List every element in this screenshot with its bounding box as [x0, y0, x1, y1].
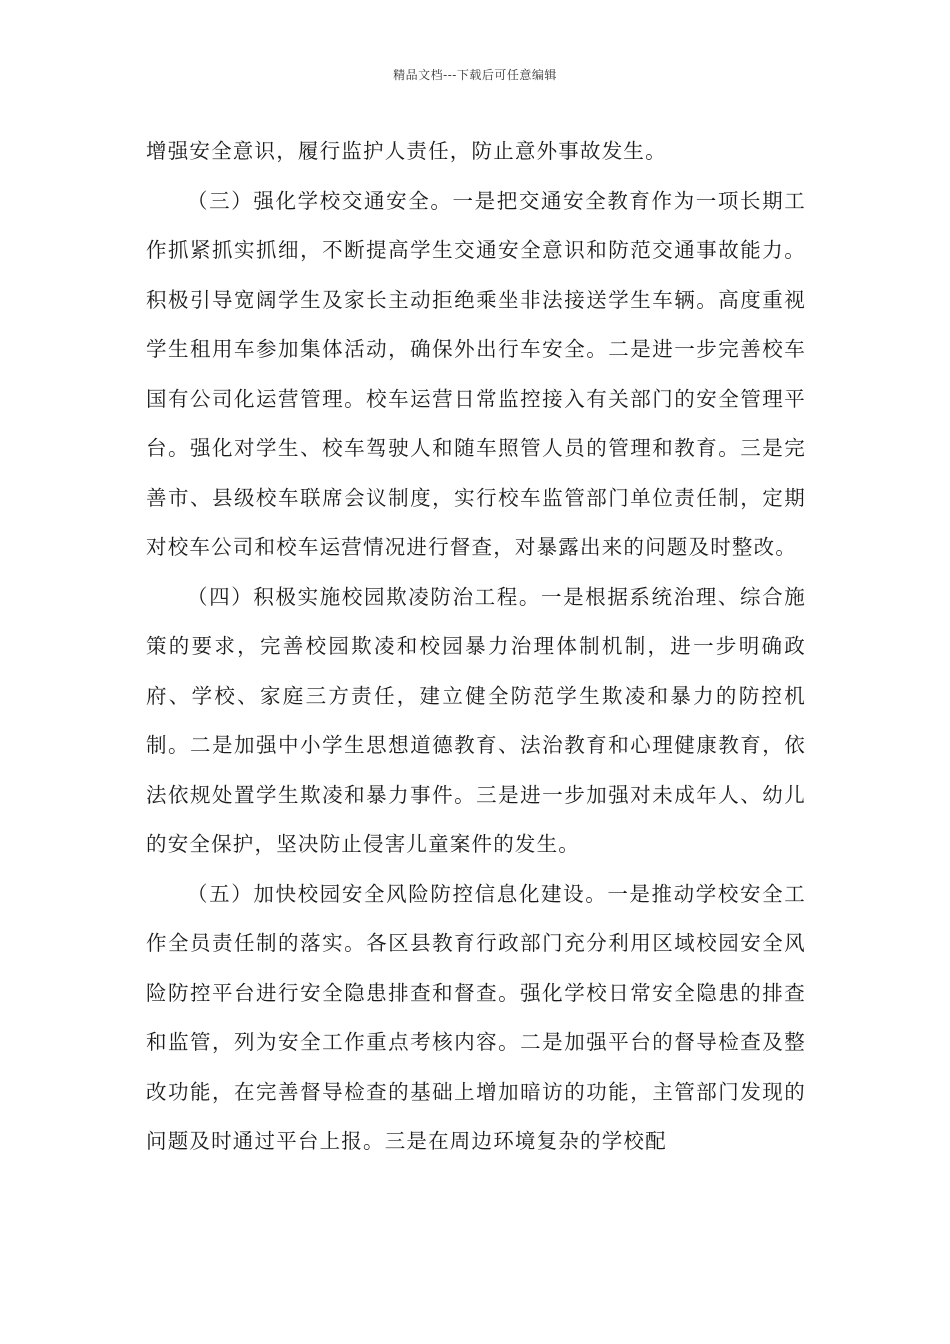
- page-header: 精品文档---下载后可任意编辑: [393, 68, 557, 82]
- paragraph-continuation: 增强安全意识，履行监护人责任，防止意外事故发生。: [146, 139, 667, 163]
- document-body: [146, 127, 806, 1167]
- paragraph-anti-bullying: （四）积极实施校园欺凌防治工程。一是根据系统治理、综合施策的要求，完善校园欺凌和校园暴力治理体制机制，进一步明确政府、学校、家庭三方责任，建立健全防范学生欺凌和暴力的防控机制。二是加强中小学生思想道德教育、法治教育和心理健康教育，依法依规处置学生欺凌和暴力事件。三是进一步加强对未成年人、幼儿的安全保护，坚决防止侵害儿童案件的发生。: [146, 584, 806, 856]
- paragraph-risk-informatization: （五）加快校园安全风险防控信息化建设。一是推动学校安全工作全员责任制的落实。各区县教育行政部门充分利用区域校园安全风险防控平台进行安全隐患排查和督查。强化学校日常安全隐患的排查和监管，列为安全工作重点考核内容。二是加强平台的督导检查及整改功能，在完善督导检查的基础上增加暗访的功能，主管部门发现的问题及时通过平台上报。三是在周边环境复杂的学校配: [146, 881, 806, 1153]
- paragraph-traffic-safety: （三）强化学校交通安全。一是把交通安全教育作为一项长期工作抓紧抓实抓细，不断提高学生交通安全意识和防范交通事故能力。积极引导宽阔学生及家长主动拒绝乘坐非法接送学生车辆。高度重视学生租用车参加集体活动，确保外出行车安全。二是进一步完善校车国有公司化运营管理。校车运营日常监控接入有关部门的安全管理平台。强化对学生、校车驾驶人和随车照管人员的管理和教育。三是完善市、县级校车联席会议制度，实行校车监管部门单位责任制，定期对校车公司和校车运营情况进行督查，对暴露出来的问题及时整改。: [146, 188, 806, 559]
